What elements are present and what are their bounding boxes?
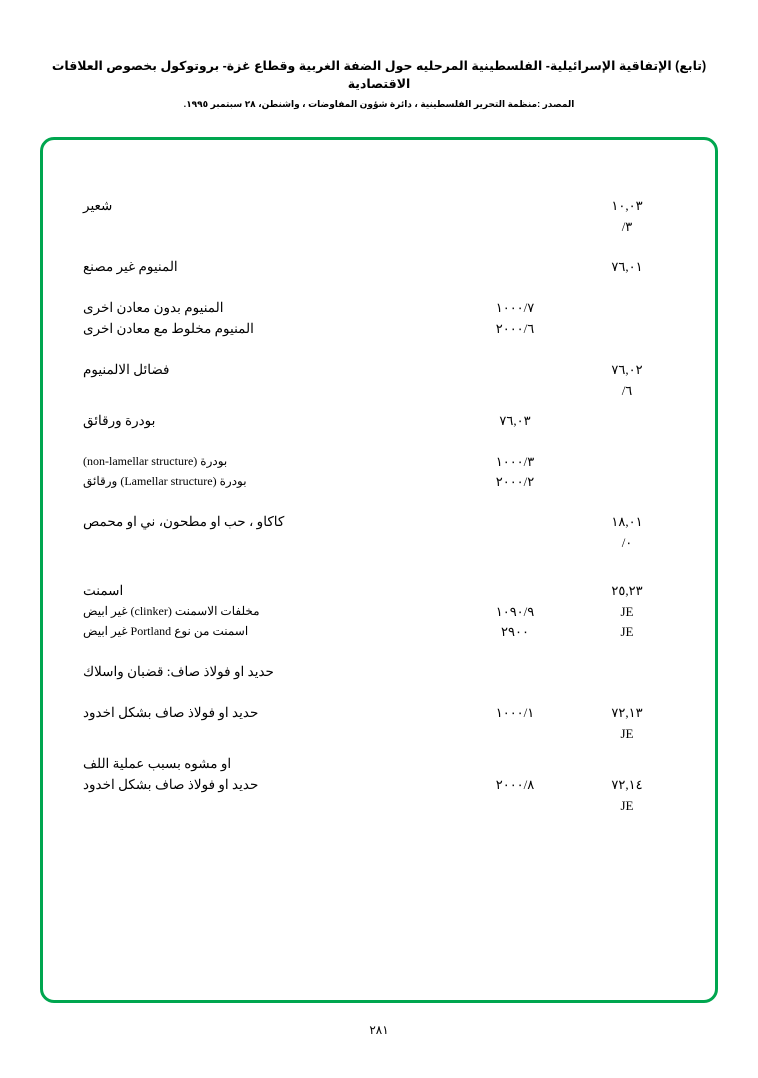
- row-description: حديد او فولاذ صاف: قضبان واسلاك: [83, 664, 274, 680]
- row-code: JE: [620, 798, 634, 814]
- table-row: [73, 196, 685, 217]
- row-code: ٢٥,٢٣: [611, 583, 643, 599]
- table-row: [73, 298, 685, 319]
- row-code: ٧٢,١٣: [611, 705, 643, 721]
- document-source: المصدر :منظمة التحرير الفلسطينية ، دائرة شؤون المفاوضات ، واشنطن، ٢٨ سبتمبر ١٩٩٥.: [183, 99, 575, 109]
- row-description: اسمنت: [83, 583, 124, 599]
- row-description: شعير: [83, 198, 113, 213]
- page-footer: [0, 1023, 758, 1038]
- row-code: ١٨,٠١: [611, 514, 643, 530]
- row-description: اسمنت من نوع Portland غير ابيض: [83, 624, 249, 639]
- table-row: [73, 472, 685, 492]
- table-row: [73, 217, 685, 237]
- row-description: بودرة (Lamellar structure) ورقائق: [83, 473, 247, 488]
- row-code: ٧٢,١٤: [611, 777, 643, 793]
- table-row: [73, 257, 685, 278]
- table-row: [73, 533, 685, 553]
- row-subcode: ٢٩٠٠: [501, 624, 529, 640]
- page-number: ٢٨١: [369, 1023, 389, 1037]
- row-description: حديد او فولاذ صاف بشكل اخدود: [83, 777, 259, 793]
- row-code: /٣: [621, 218, 633, 234]
- row-subcode: ٧٦,٠٣: [499, 412, 531, 428]
- row-subcode: ١٠٠٠/٣: [495, 453, 535, 469]
- table-row: [73, 703, 685, 724]
- row-subcode: ١٠٩٠/٩: [495, 604, 535, 620]
- content-frame: [40, 137, 718, 1003]
- row-code: ٧٦,٠٢: [611, 361, 643, 377]
- table-row: [73, 622, 685, 642]
- row-description: فضائل الالمنيوم: [83, 361, 170, 377]
- table-row: [73, 512, 685, 533]
- table-row: [73, 381, 685, 401]
- row-subcode: ٢٠٠٠/٨: [495, 777, 535, 793]
- table-row: [73, 754, 685, 775]
- row-description: بودرة (non-lamellar structure): [83, 453, 228, 468]
- row-code: JE: [620, 624, 634, 640]
- row-description: كاكاو ، حب او مطحون، ني او محمص: [83, 514, 285, 530]
- row-subcode: ١٠٠٠/٧: [495, 299, 535, 315]
- row-description: المنيوم غير مصنع: [83, 259, 178, 275]
- table-row: [73, 775, 685, 796]
- row-code: JE: [620, 604, 634, 620]
- row-subcode: ١٠٠٠/١: [495, 705, 535, 721]
- row-description: حديد او فولاذ صاف بشكل اخدود: [83, 705, 259, 721]
- table-row: [73, 411, 685, 432]
- page-header: [0, 58, 758, 110]
- row-description: المنيوم مخلوط مع معادن اخرى: [83, 320, 254, 336]
- row-description: بودرة ورقائق: [83, 412, 156, 428]
- row-description: مخلفات الاسمنت (clinker) غير ابيض: [83, 604, 260, 619]
- document-title: (تابع) الإتفاقية الإسرائيلية- الفلسطينية المرحليه حول الضفة الغربية وقطاع غزة- بروتوكول بخصوص العلاقات الاقتصادية: [51, 59, 707, 91]
- table-row: [73, 319, 685, 340]
- table-row: [73, 452, 685, 472]
- row-subcode: ٢٠٠٠/٢: [495, 473, 535, 489]
- row-description: المنيوم بدون معادن اخرى: [83, 299, 224, 315]
- row-description: او مشوه بسبب عملية اللف: [83, 756, 232, 772]
- goods-table: [43, 196, 715, 816]
- table-row: [73, 796, 685, 816]
- table-row: [73, 360, 685, 381]
- row-code: JE: [620, 726, 634, 742]
- row-code: ٧٦,٠١: [611, 259, 643, 275]
- table-row: [73, 724, 685, 744]
- row-subcode: ٢٠٠٠/٦: [495, 320, 535, 336]
- row-code: /٠: [621, 535, 633, 551]
- row-code: ١٠,٠٣: [611, 198, 643, 213]
- table-row: [73, 662, 685, 683]
- table-row: [73, 602, 685, 622]
- table-row: [73, 581, 685, 602]
- row-code: /٦: [621, 382, 633, 398]
